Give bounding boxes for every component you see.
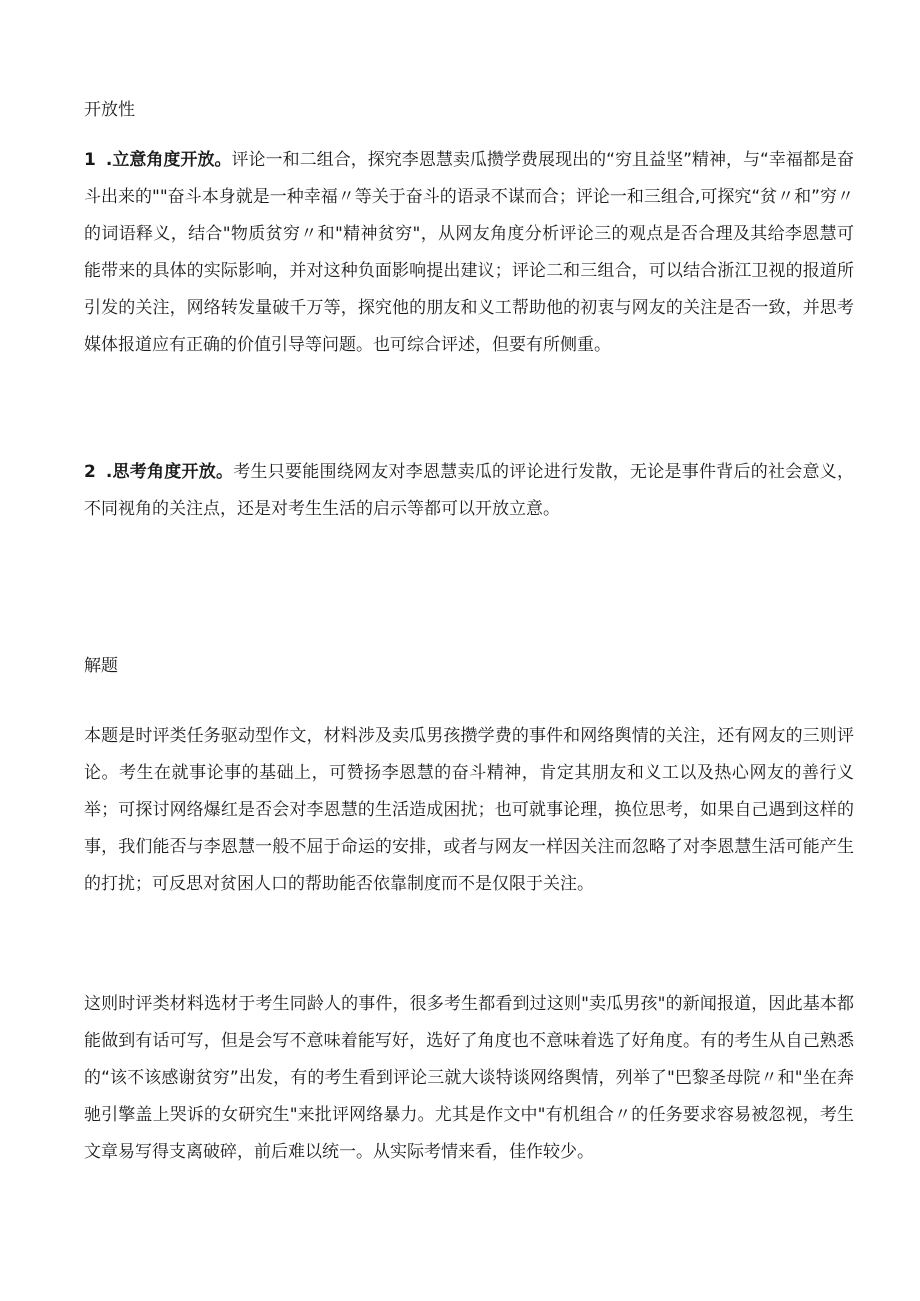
paragraph: 这则时评类材料选材于考生同龄人的事件，很多考生都看到过这则"卖瓜男孩"的新闻报道，因此基本都能做到有话可写，但是会写不意味着能写好，选好了角度也不意味着选了好角度。有的考生从自己熟悉的“该不该感谢贫穷”出发，有的考生看到评论三就大谈特谈网络舆情，列举了"巴黎圣母院〃和"坐在奔驰引擎盖上哭诉的女研究生"来批评网络暴力。尤其是作文中"有机组合〃的任务要求容易被忽视，考生文章易写得支离破碎，前后难以统一。从实际考情来看，佳作较少。 [84, 994, 854, 1162]
section-heading-openness: 开放性 [84, 100, 135, 120]
item-lead: .思考角度开放。 [105, 462, 234, 482]
item-number: 1 [84, 150, 96, 170]
item-number: 2 [84, 462, 96, 482]
paragraph: 本题是时评类任务驱动型作文，材料涉及卖瓜男孩攒学费的事件和网络舆情的关注，还有网友的三则评论。考生在就事论事的基础上，可赞扬李恩慧的奋斗精神，肯定其朋友和义工以及热心网友的善行义举；可探讨网络爆红是否会对李恩慧的生活造成困扰；也可就事论理，换位思考，如果自己遇到这样的事，我们能否与李恩慧一般不屈于命运的安排，或者与网友一样因关注而忽略了对李恩慧生活可能产生的打扰；可反思对贫困人口的帮助能否依靠制度而不是仅限于关注。 [84, 726, 854, 894]
list-item [84, 142, 854, 364]
section-heading-analysis: 解题 [84, 656, 118, 676]
item-text: 考生只要能围绕网友对李恩慧卖瓜的评论进行发散，无论是事件背后的社会意义，不同视角的关注点，还是对考生生活的启示等都可以开放立意。 [84, 462, 854, 519]
item-text: 评论一和二组合，探究李恩慧卖瓜攒学费展现出的“穷且益坚”精神，与“幸福都是奋斗出来的""奋斗本身就是一种幸福〃等关于奋斗的语录不谋而合；评论一和三组合,可探究“贫〃和”穷〃的词语释义，结合"物质贫穷〃和"精神贫穷"，从网友角度分析评论三的观点是否合理及其给李恩慧可能带来的具体的实际影响，并对这种负面影响提出建议；评论二和三组合，可以结合浙江卫视的报道所引发的关注，网络转发量破千万等，探究他的朋友和义工帮助他的初衷与网友的关注是否一致，并思考媒体报道应有正确的价值引导等问题。也可综合评述，但要有所侧重。 [84, 150, 854, 355]
list-item [84, 454, 854, 528]
item-lead: .立意角度开放。 [105, 150, 232, 170]
